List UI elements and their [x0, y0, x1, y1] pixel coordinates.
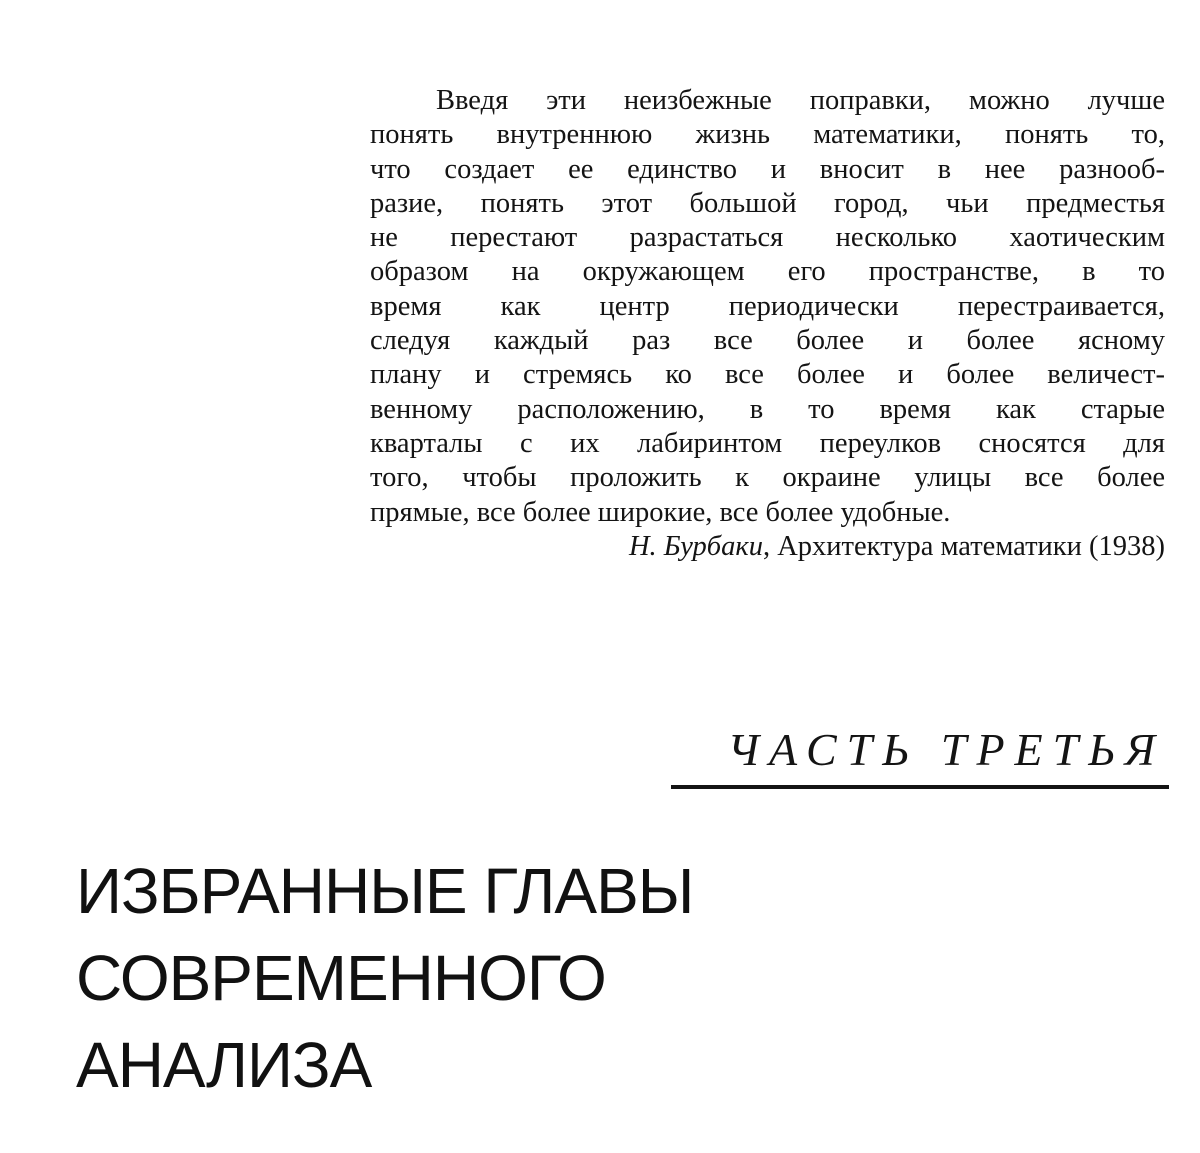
epigraph-line: того, чтобы проложить к окраине улицы все более — [370, 462, 1165, 494]
part-title — [76, 848, 1076, 1109]
epigraph-quote — [370, 84, 1165, 530]
epigraph-line: не перестают разрастаться несколько хаотическим — [370, 222, 1165, 254]
epigraph-line: что создает ее единство и вносит в нее разнооб- — [370, 153, 1165, 185]
epigraph-line: время как центр периодически перестраивается, — [370, 290, 1165, 322]
part-label-rule — [671, 785, 1169, 789]
attribution-work: , Архитектура математики (1938) — [762, 531, 1165, 562]
part-label: ЧАСТЬ ТРЕТЬЯ — [727, 724, 1165, 775]
part-title-line: АНАЛИЗА — [76, 1029, 372, 1101]
attribution-author: Н. Бурбаки — [628, 531, 763, 562]
epigraph-line: венному расположению, в то время как старые — [370, 393, 1165, 425]
part-title-line: СОВРЕМЕННОГО — [76, 942, 606, 1014]
epigraph-line: образом на окружающем его пространстве, в то — [370, 256, 1165, 288]
epigraph-attribution — [370, 530, 1165, 564]
epigraph-line: Введя эти неизбежные поправки, можно лучше — [436, 85, 1165, 116]
epigraph-line: разие, понять этот большой город, чьи предместья — [370, 187, 1165, 219]
epigraph-line: кварталы с их лабиринтом переулков сносятся для — [370, 427, 1165, 459]
part-title-line: ИЗБРАННЫЕ ГЛАВЫ — [76, 855, 694, 927]
epigraph-line: следуя каждый раз все более и более ясному — [370, 325, 1165, 357]
epigraph-line: понять внутреннюю жизнь математики, понять то, — [370, 119, 1165, 151]
epigraph-line: плану и стремясь ко все более и более величест- — [370, 359, 1165, 391]
epigraph-line: прямые, все более широкие, все более удобные. — [370, 496, 951, 528]
